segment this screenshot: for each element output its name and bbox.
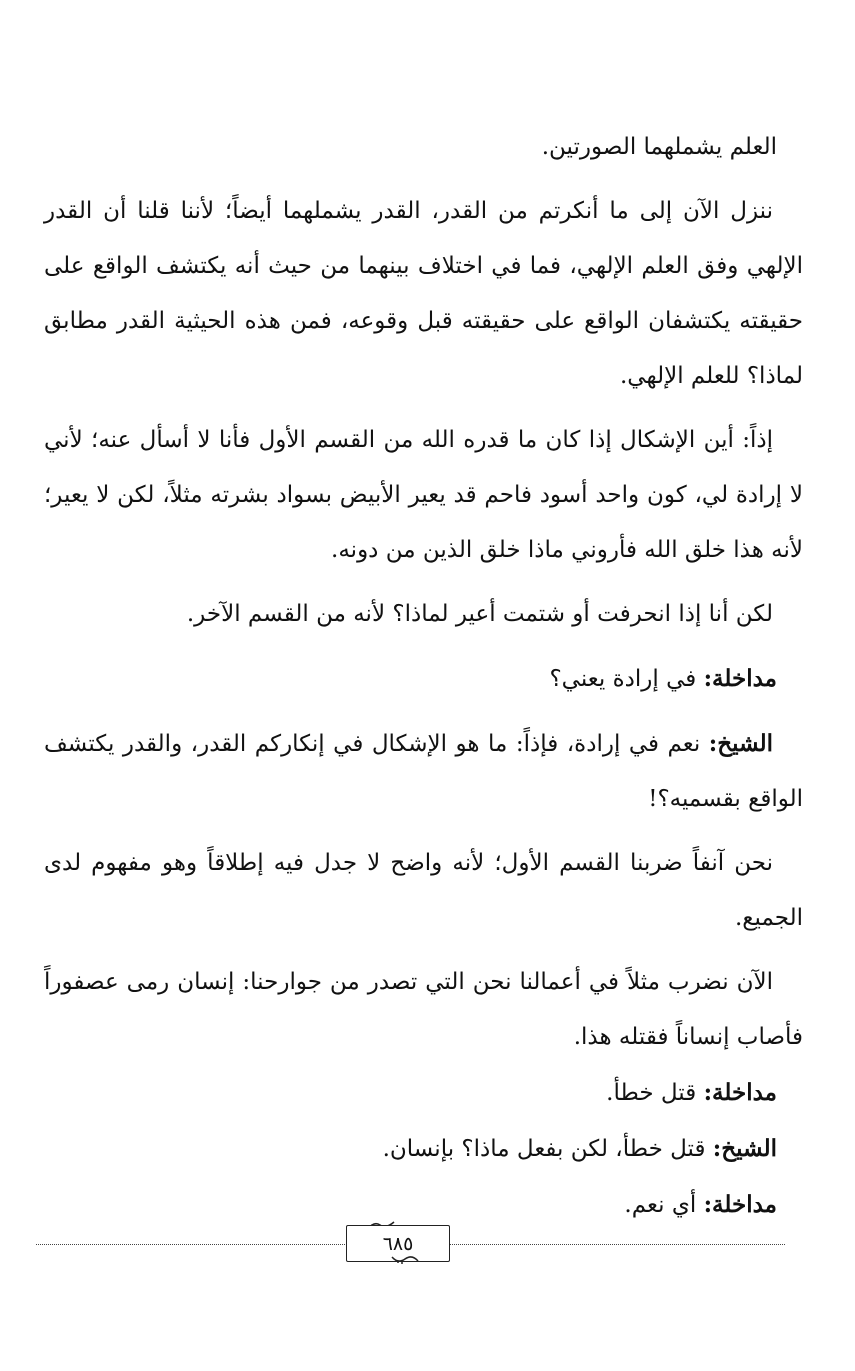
dialog-text: نعم في إرادة، فإذاً: ما هو الإشكال في إنكاركم القدر، والقدر يكتشف الواقع بقسميه؟! [44, 731, 803, 812]
paragraph [44, 413, 803, 578]
paragraph-text: إذاً: أين الإشكال إذا كان ما قدره الله من القسم الأول فأنا لا أسأل عنه؛ لأني لا إرادة لي، كون واحد أسود فاحم قد يعير الأبيض بسواد بشرته مثلاً، لكن لا يعير؛ لأنه هذا خلق الله فأروني ماذا خلق الذين من دونه. [44, 427, 803, 563]
page-body [44, 120, 803, 1233]
page-footer [36, 1225, 785, 1265]
paragraph [44, 836, 803, 946]
paragraph-text: العلم يشملهما الصورتين. [541, 134, 777, 160]
paragraph [44, 587, 803, 642]
dialog-line [44, 716, 803, 827]
paragraph-text: الآن نضرب مثلاً في أعمالنا نحن التي تصدر من جوارحنا: إنسان رمى عصفوراً فأصاب إنساناً فقتله هذا. [44, 969, 803, 1050]
paragraph-text: ننزل الآن إلى ما أنكرتم من القدر، القدر يشملهما أيضاً؛ لأننا قلنا أن القدر الإلهي وفق العلم الإلهي، فما في اختلاف بينهما من حيث أنه يكتشف الواقع على حقيقته يكتشفان الواقع على حقيقته قبل وقوعه، فمن هذه الحيثية القدر مطابق لماذا؟ للعلم الإلهي. [44, 198, 803, 389]
speaker-label: مداخلة: [703, 1191, 777, 1218]
paragraph-text: نحن آنفاً ضربنا القسم الأول؛ لأنه واضح لا جدل فيه إطلاقاً وهو مفهوم لدى الجميع. [44, 850, 803, 931]
paragraph [44, 120, 803, 175]
dialog-line [44, 1121, 803, 1177]
flourish-ornament-icon [390, 1253, 420, 1265]
speaker-label: الشيخ: [712, 1135, 777, 1162]
paragraph [44, 955, 803, 1065]
speaker-label: مداخلة: [703, 665, 777, 692]
paragraph-text: لكن أنا إذا انحرفت أو شتمت أعير لماذا؟ لأنه من القسم الآخر. [186, 601, 773, 627]
speaker-label: مداخلة: [703, 1079, 777, 1106]
dialog-line [44, 651, 803, 707]
paragraph [44, 184, 803, 404]
footer-rule-left [36, 1244, 355, 1245]
speaker-label: الشيخ: [708, 730, 773, 757]
dialog-line [44, 1065, 803, 1121]
page-number: ٦٨٥ [346, 1225, 450, 1262]
dialog-text: قتل خطأ، لكن بفعل ماذا؟ بإنسان. [382, 1136, 706, 1162]
dialog-text: أي نعم. [624, 1192, 697, 1218]
dialog-text: قتل خطأ. [606, 1080, 697, 1106]
dialog-text: في إرادة يعني؟ [549, 666, 697, 692]
